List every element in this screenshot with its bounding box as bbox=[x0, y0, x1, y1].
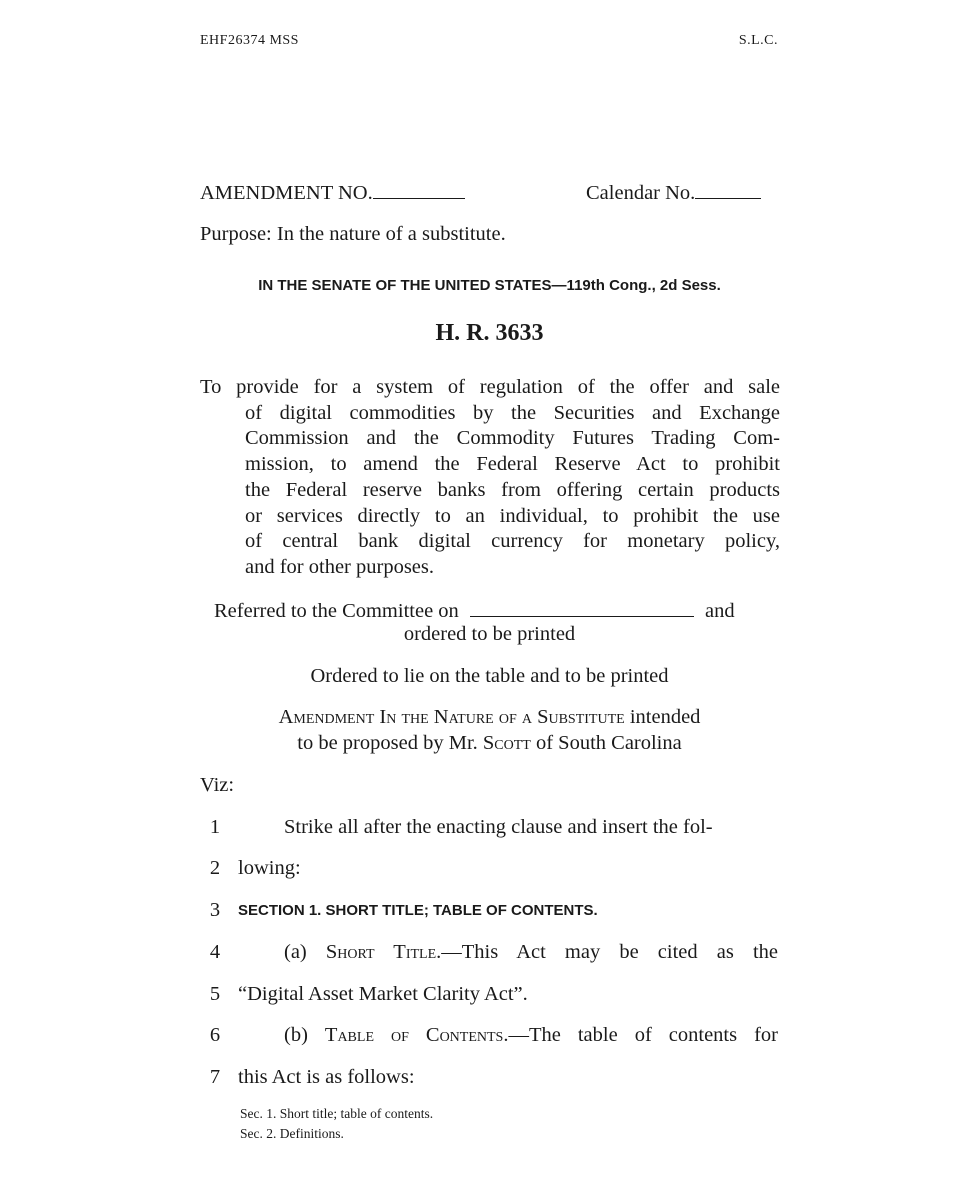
line-number-1: 1 bbox=[209, 816, 221, 838]
short-title-text: .—This Act may be cited as the bbox=[436, 941, 779, 963]
line-number-2: 2 bbox=[209, 857, 221, 879]
referred-line bbox=[214, 598, 735, 623]
substitute-line-2 bbox=[0, 732, 979, 755]
line-number-3: 3 bbox=[209, 899, 221, 921]
senate-session-line: IN THE SENATE OF THE UNITED STATES—119th Cong., 2d Sess. bbox=[258, 277, 721, 294]
toc-entry-1: Sec. 1. Short title; table of contents. bbox=[240, 1106, 434, 1121]
sponsor-state: of South Carolina bbox=[535, 732, 682, 754]
substitute-title: Amendment In the Nature of a Substitute bbox=[278, 706, 625, 728]
referred-prefix: Referred to the Committee on bbox=[214, 600, 459, 622]
subsection-b-label: (b) bbox=[284, 1024, 308, 1046]
referred-suffix: and bbox=[705, 600, 735, 622]
subsection-a-label: (a) bbox=[284, 941, 307, 963]
calendar-number-line bbox=[586, 180, 761, 205]
substitute-line-1 bbox=[0, 706, 979, 729]
line-text-4 bbox=[284, 941, 778, 964]
bill-purpose-line-2: of digital commodities by the Securities and Exchange bbox=[245, 402, 780, 424]
section-heading: SECTION 1. SHORT TITLE; TABLE OF CONTENTS. bbox=[238, 902, 598, 919]
line-text-2: lowing: bbox=[238, 857, 301, 879]
line-number-6: 6 bbox=[209, 1024, 221, 1046]
bill-purpose-line-7: of central bank digital currency for monetary policy, bbox=[245, 530, 780, 552]
referred-line-2: ordered to be printed bbox=[403, 623, 576, 645]
toc-entry-2: Sec. 2. Definitions. bbox=[240, 1126, 344, 1141]
amendment-number-line bbox=[200, 180, 465, 205]
purpose: Purpose: In the nature of a substitute. bbox=[200, 223, 506, 245]
header-doc-id: EHF26374 MSS bbox=[200, 33, 299, 48]
bill-purpose-line-8: and for other purposes. bbox=[245, 556, 435, 578]
proposed-by: to be proposed by Mr. bbox=[297, 732, 478, 754]
line-text-7: this Act is as follows: bbox=[238, 1066, 415, 1088]
amendment-label: AMENDMENT NO. bbox=[200, 182, 373, 204]
calendar-number-blank bbox=[695, 180, 761, 199]
toc-intro-text: .—The table of contents for bbox=[503, 1024, 779, 1046]
amendment-number-blank bbox=[373, 180, 465, 199]
committee-blank bbox=[470, 598, 694, 617]
bill-purpose-line-3: Commission and the Commodity Futures Trading Com- bbox=[245, 427, 780, 449]
substitute-intended: intended bbox=[629, 706, 701, 728]
bill-number: H. R. 3633 bbox=[435, 320, 544, 346]
line-text-6 bbox=[284, 1024, 778, 1047]
header-slc: S.L.C. bbox=[738, 33, 778, 48]
line-number-7: 7 bbox=[209, 1066, 221, 1088]
toc-heading: Table of Contents bbox=[324, 1024, 504, 1046]
viz-label: Viz: bbox=[200, 774, 235, 796]
short-title-heading: Short Title bbox=[325, 941, 437, 963]
bill-purpose-line-6: or services directly to an individual, to prohibit the use bbox=[245, 505, 780, 527]
line-text-1: Strike all after the enacting clause and insert the fol- bbox=[284, 816, 713, 838]
sponsor-name: Scott bbox=[482, 732, 531, 754]
line-number-4: 4 bbox=[209, 941, 221, 963]
line-number-5: 5 bbox=[209, 983, 221, 1005]
bill-purpose-line-5: the Federal reserve banks from offering certain products bbox=[245, 479, 780, 501]
bill-purpose-line-4: mission, to amend the Federal Reserve Act to prohibit bbox=[245, 453, 780, 475]
line-text-5: “Digital Asset Market Clarity Act”. bbox=[238, 983, 528, 1005]
ordered-line: Ordered to lie on the table and to be printed bbox=[310, 665, 669, 687]
calendar-label: Calendar No. bbox=[586, 182, 696, 204]
bill-purpose-line-1: To provide for a system of regulation of the offer and sale bbox=[200, 376, 780, 398]
